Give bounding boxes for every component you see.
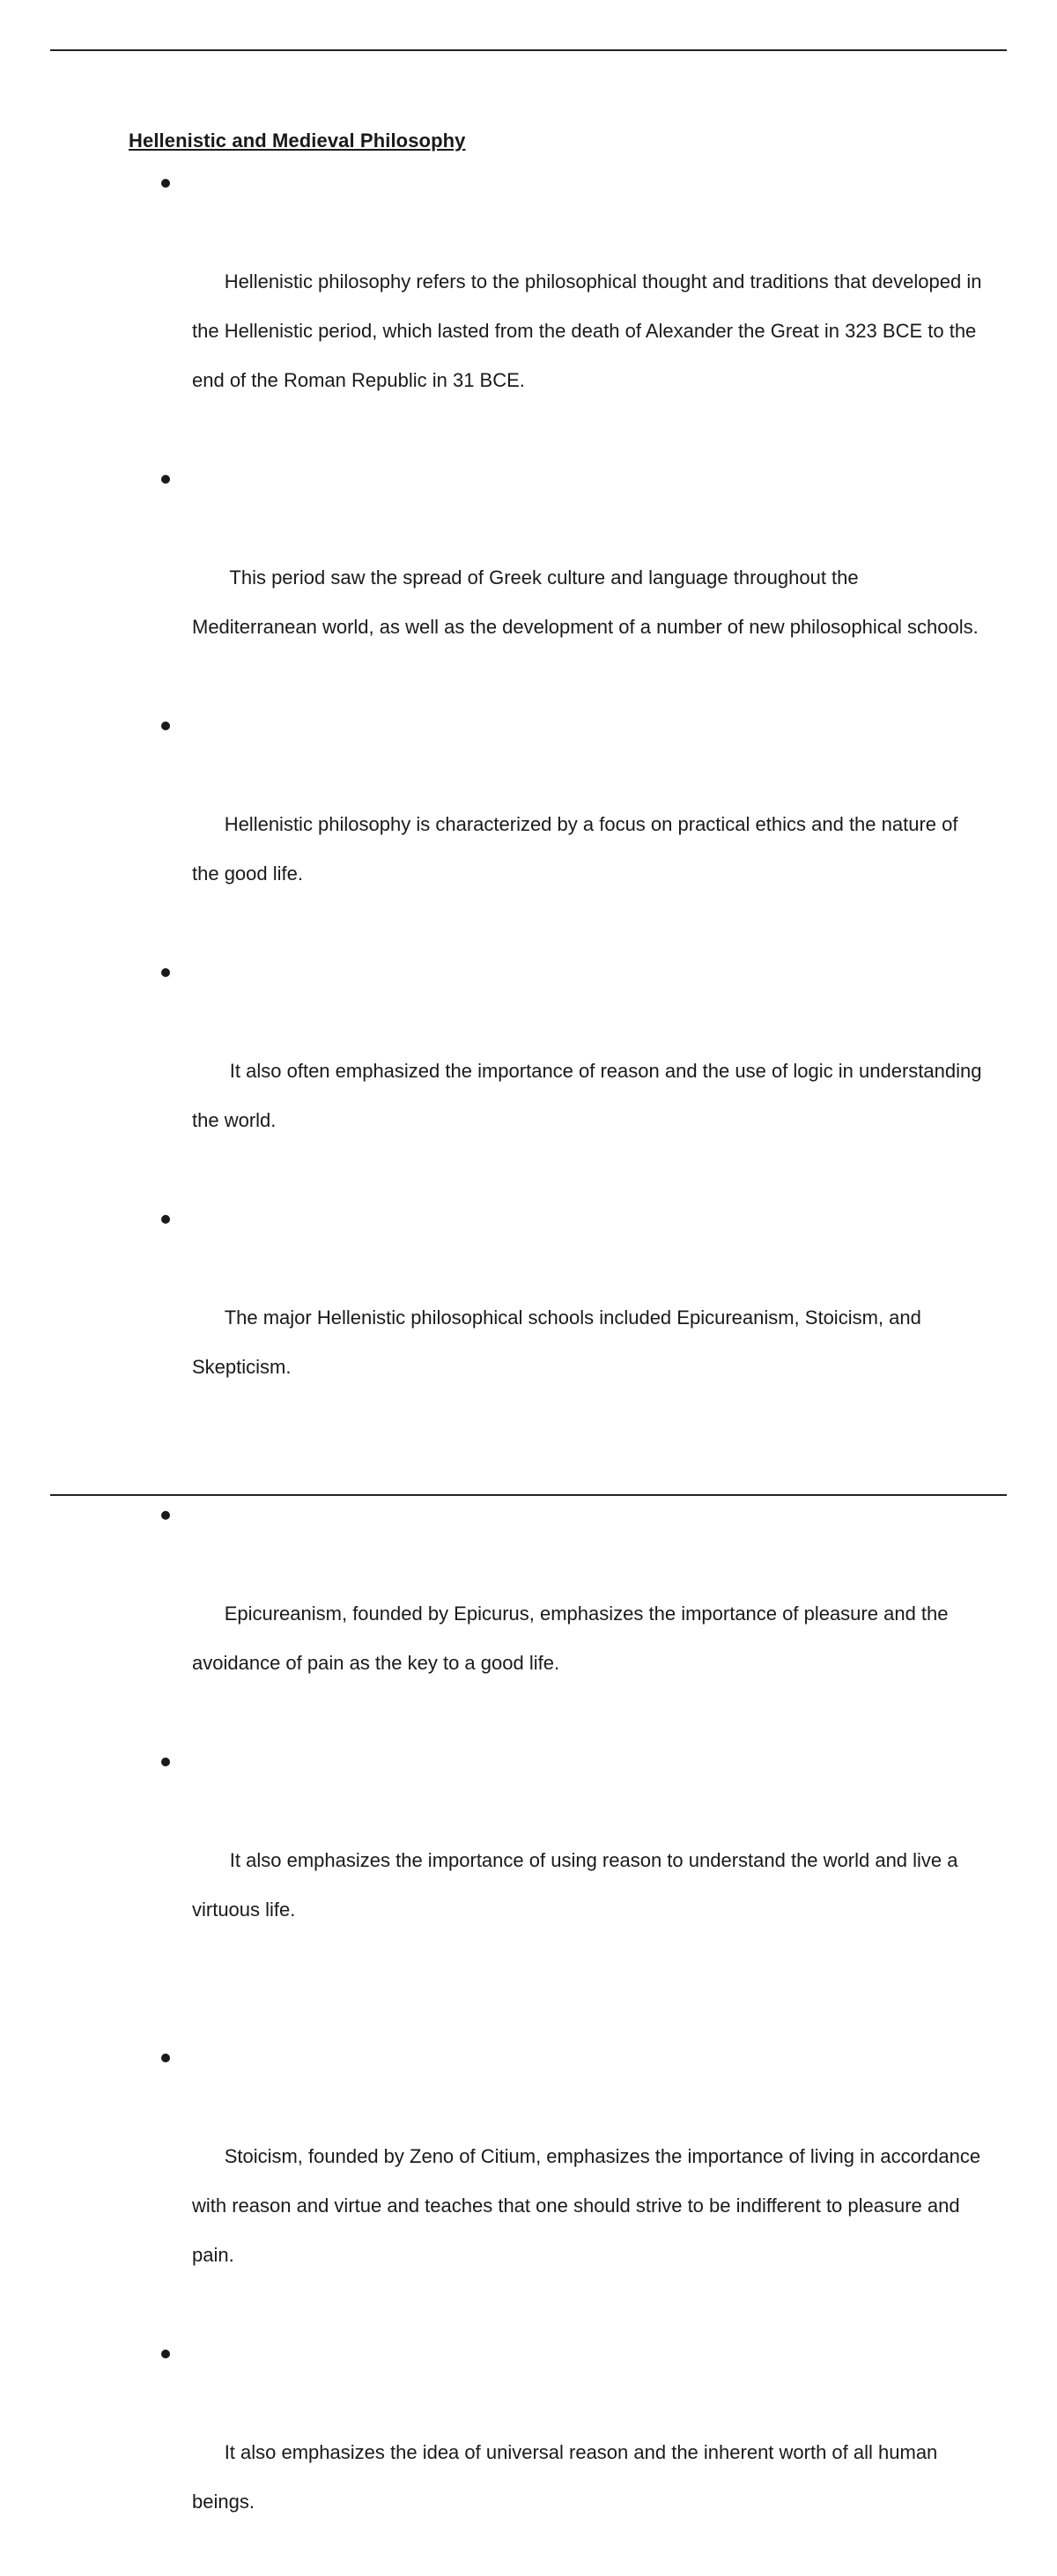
list-item bbox=[129, 701, 985, 948]
list-item bbox=[129, 159, 985, 455]
bullet-icon bbox=[161, 722, 170, 730]
list-item-text: It also emphasizes the importance of using reason to understand the world and live a virtuous life. bbox=[192, 1849, 964, 1921]
list-item-text: It also emphasizes the idea of universal reason and the inherent worth of all human beings. bbox=[192, 2441, 943, 2513]
paragraph-spacer bbox=[129, 1984, 939, 2033]
list-item bbox=[129, 948, 985, 1195]
list-item bbox=[129, 1737, 985, 1984]
bullet-list-epicureanism bbox=[129, 1491, 964, 1984]
list-item-text: It also often emphasized the importance of reason and the use of logic in understanding the world. bbox=[192, 1060, 987, 1131]
bullet-icon bbox=[161, 1215, 170, 1224]
paragraph-spacer bbox=[129, 1441, 939, 1491]
list-item bbox=[129, 455, 985, 701]
list-item bbox=[129, 1195, 985, 1441]
bullet-icon bbox=[161, 475, 170, 484]
bullet-icon bbox=[161, 2350, 170, 2358]
list-item bbox=[129, 2033, 985, 2329]
document-title: Hellenistic and Medieval Philosophy bbox=[129, 130, 466, 152]
list-item-text: Epicureanism, founded by Epicurus, emphasizes the importance of pleasure and the avoidance of pain as the key to a good life. bbox=[192, 1603, 954, 1674]
list-item bbox=[129, 1491, 985, 1737]
top-divider bbox=[50, 49, 1007, 51]
bottom-divider bbox=[50, 1494, 1007, 1496]
bullet-icon bbox=[161, 1511, 170, 1520]
bullet-icon bbox=[161, 179, 170, 188]
list-item bbox=[129, 2329, 985, 2576]
list-item-text: The major Hellenistic philosophical schools included Epicureanism, Stoicism, and Skepticism. bbox=[192, 1307, 927, 1378]
bullet-icon bbox=[161, 1758, 170, 1766]
bullet-list-stoicism bbox=[129, 2033, 987, 2576]
document-body bbox=[129, 123, 987, 2576]
bullet-icon bbox=[161, 2054, 170, 2062]
bullet-icon bbox=[161, 968, 170, 977]
list-item-text: Hellenistic philosophy refers to the philosophical thought and traditions that developed in the Hellenistic period, which lasted from the death of Alexander the Great in 323 BCE to the end of the Roman Republic in 31 BCE. bbox=[192, 270, 987, 391]
bullet-list-overview bbox=[129, 159, 987, 1441]
list-item-text: This period saw the spread of Greek culture and language throughout the Mediterranean world, as well as the development of a number of new philosophical schools. bbox=[192, 566, 979, 638]
list-item-text: Hellenistic philosophy is characterized by a focus on practical ethics and the nature of the good life. bbox=[192, 813, 964, 885]
list-item-text: Stoicism, founded by Zeno of Citium, emphasizes the importance of living in accordance with reason and virtue and teaches that one should strive to be indifferent to pleasure and pain. bbox=[192, 2145, 987, 2266]
